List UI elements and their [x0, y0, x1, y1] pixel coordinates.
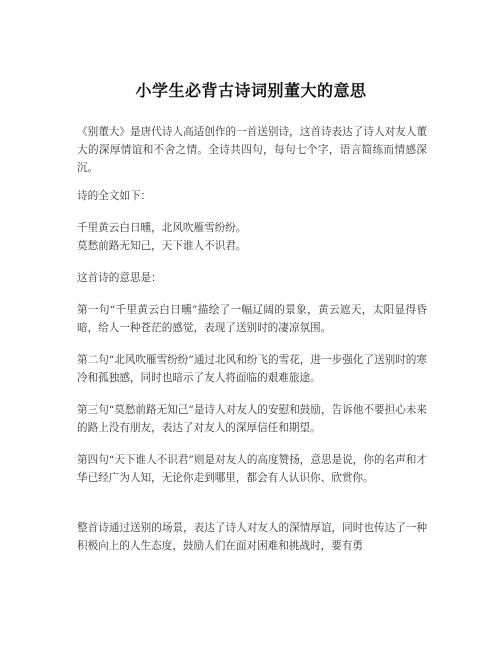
- line1-meaning-paragraph: 第一句“千里黄云白日曛”描绘了一幅辽阔的景象，黄云遮天，太阳显得昏暗，给人一种苍茫的感觉，表现了送别时的凄凉氛围。: [77, 304, 427, 334]
- summary-paragraph: 整首诗通过送别的场景，表达了诗人对友人的深情厚谊，同时也传达了一种积极向上的人生态度，鼓励人们在面对困难和挑战时，要有勇: [77, 522, 427, 552]
- document-title: 小学生必背古诗词别董大的意思: [135, 81, 367, 100]
- fulltext-label: 诗的全文如下：: [77, 190, 152, 202]
- line4-meaning-paragraph: 第四句“天下谁人不识君”则是对友人的高度赞扬，意思是说，你的名声和才华已经广为人知，无论你走到哪里，都会有人认识你、欣赏你。: [77, 454, 427, 484]
- line3-meaning-paragraph: 第三句“莫愁前路无知己”是诗人对友人的安慰和鼓励，告诉他不要担心未来的路上没有朋友，表达了对友人的深厚信任和期望。: [77, 404, 427, 434]
- poem-line-2: 莫愁前路无知己，天下谁人不识君。: [77, 240, 247, 252]
- poem-line-1: 千里黄云白日曛，北风吹雁雪纷纷。: [77, 222, 247, 234]
- line2-meaning-paragraph: 第二句“北风吹雁雪纷纷”通过北风和纷飞的雪花，进一步强化了送别时的寒冷和孤独感，同时也暗示了友人将面临的艰难旅途。: [77, 354, 427, 384]
- meaning-label: 这首诗的意思是：: [77, 272, 162, 284]
- intro-paragraph: 《别董大》是唐代诗人高适创作的一首送别诗，这首诗表达了诗人对友人董大的深厚情谊和不舍之情。全诗共四句，每句七个字，语言简练而情感深沉。: [77, 126, 427, 174]
